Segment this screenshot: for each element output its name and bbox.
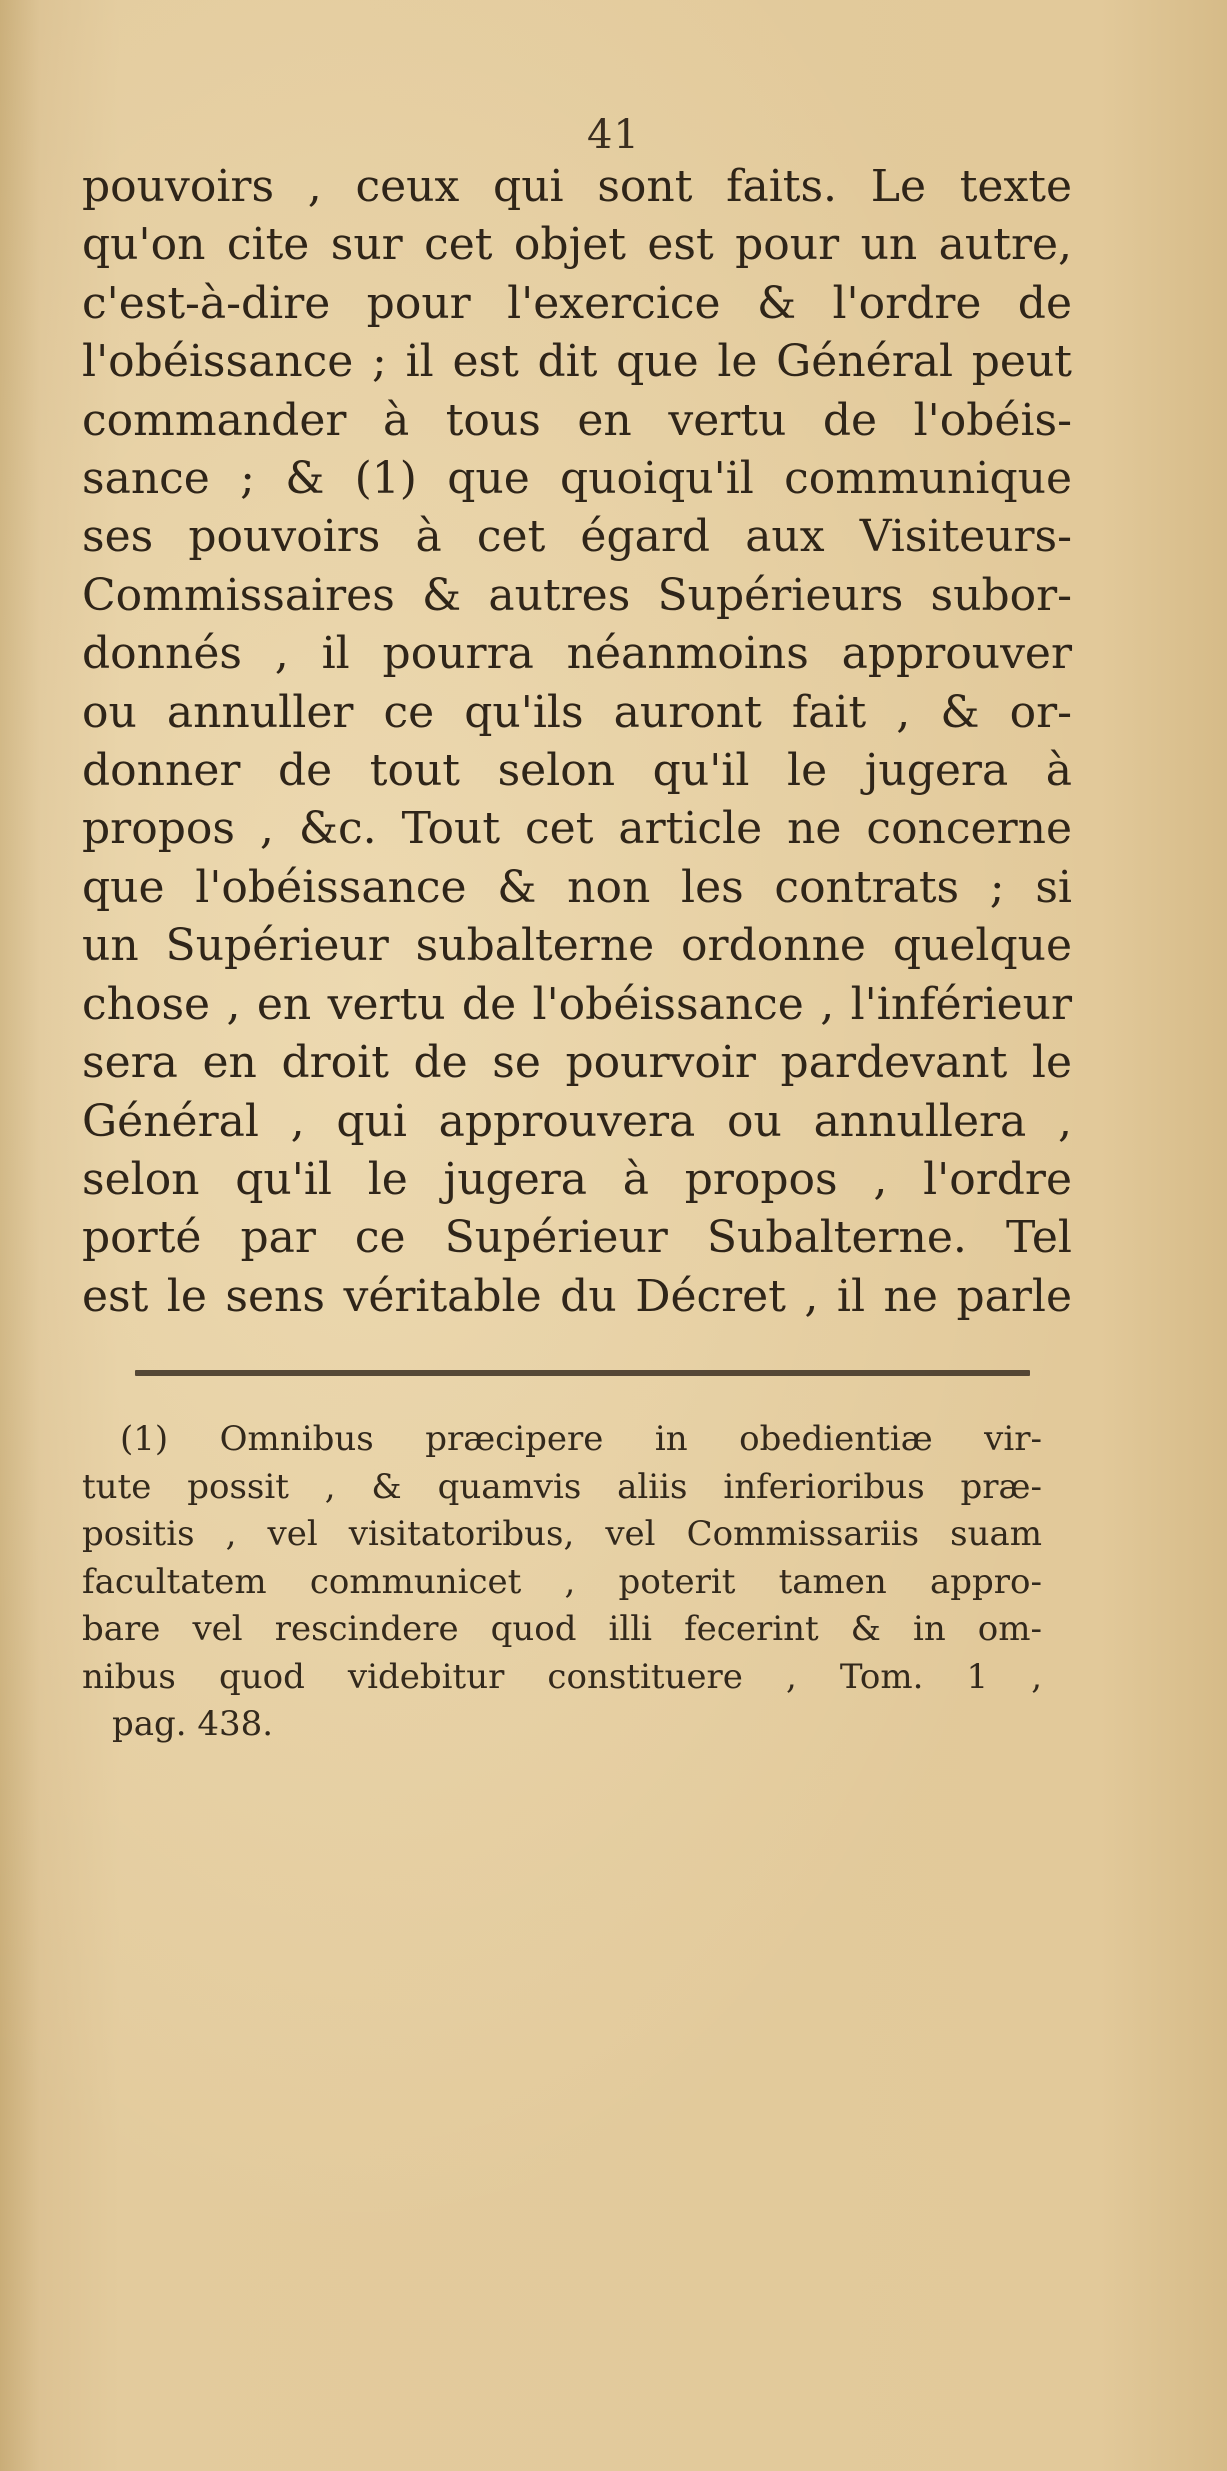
footnote-line: facultatem communicet , poterit tamen appro- xyxy=(82,1561,1042,1602)
text-line: selon qu'il le jugera à propos , l'ordre xyxy=(82,1153,1072,1205)
main-text xyxy=(82,158,1072,1326)
footnote-line: pag. 438. xyxy=(112,1704,274,1744)
text-line: que l'obéissance & non les contrats ; si xyxy=(82,861,1072,913)
text-line: sance ; & (1) que quoiqu'il communique xyxy=(82,453,1072,505)
text-line: est le sens véritable du Décret , il ne parle xyxy=(82,1270,1072,1322)
footnote xyxy=(82,1416,1042,1749)
text-line: pouvoirs , ceux qui sont faits. Le texte xyxy=(82,161,1072,212)
footnote-line: nibus quod videbitur constituere , Tom. 1 , xyxy=(82,1656,1042,1697)
text-line: l'obéissance ; il est dit que le Général peut xyxy=(82,336,1072,388)
text-line: Commissaires & autres Supérieurs subor- xyxy=(82,569,1072,621)
page-number: 41 xyxy=(587,112,640,158)
footnote-line: tute possit , & quamvis aliis inferioribus præ- xyxy=(82,1466,1042,1507)
text-line: donner de tout selon qu'il le jugera à xyxy=(82,745,1072,797)
footnote-line: bare vel rescindere quod illi fecerint & in om- xyxy=(82,1609,1042,1649)
footnote-line: (1) Omnibus præcipere in obedientiæ vir- xyxy=(120,1419,1042,1459)
footnote-line: positis , vel visitatoribus, vel Commissariis suam xyxy=(82,1514,1042,1554)
text-line: ses pouvoirs à cet égard aux Visiteurs- xyxy=(82,511,1072,563)
text-line: Général , qui approuvera ou annullera , xyxy=(82,1095,1072,1147)
text-line: qu'on cite sur cet objet est pour un autre, xyxy=(82,219,1072,271)
text-line: donnés , il pourra néanmoins approuver xyxy=(82,628,1072,680)
text-line: commander à tous en vertu de l'obéis- xyxy=(82,394,1072,446)
text-line: porté par ce Supérieur Subalterne. Tel xyxy=(82,1212,1072,1264)
text-line: un Supérieur subalterne ordonne quelque xyxy=(82,920,1072,972)
text-line: sera en droit de se pourvoir pardevant le xyxy=(82,1037,1072,1089)
footnote-divider xyxy=(135,1370,1030,1376)
text-line: propos , &c. Tout cet article ne concerne xyxy=(82,803,1072,855)
text-line: ou annuller ce qu'ils auront fait , & or- xyxy=(82,686,1072,738)
text-line: c'est-à-dire pour l'exercice & l'ordre de xyxy=(82,277,1072,329)
text-line: chose , en vertu de l'obéissance , l'inférieur xyxy=(82,978,1072,1030)
